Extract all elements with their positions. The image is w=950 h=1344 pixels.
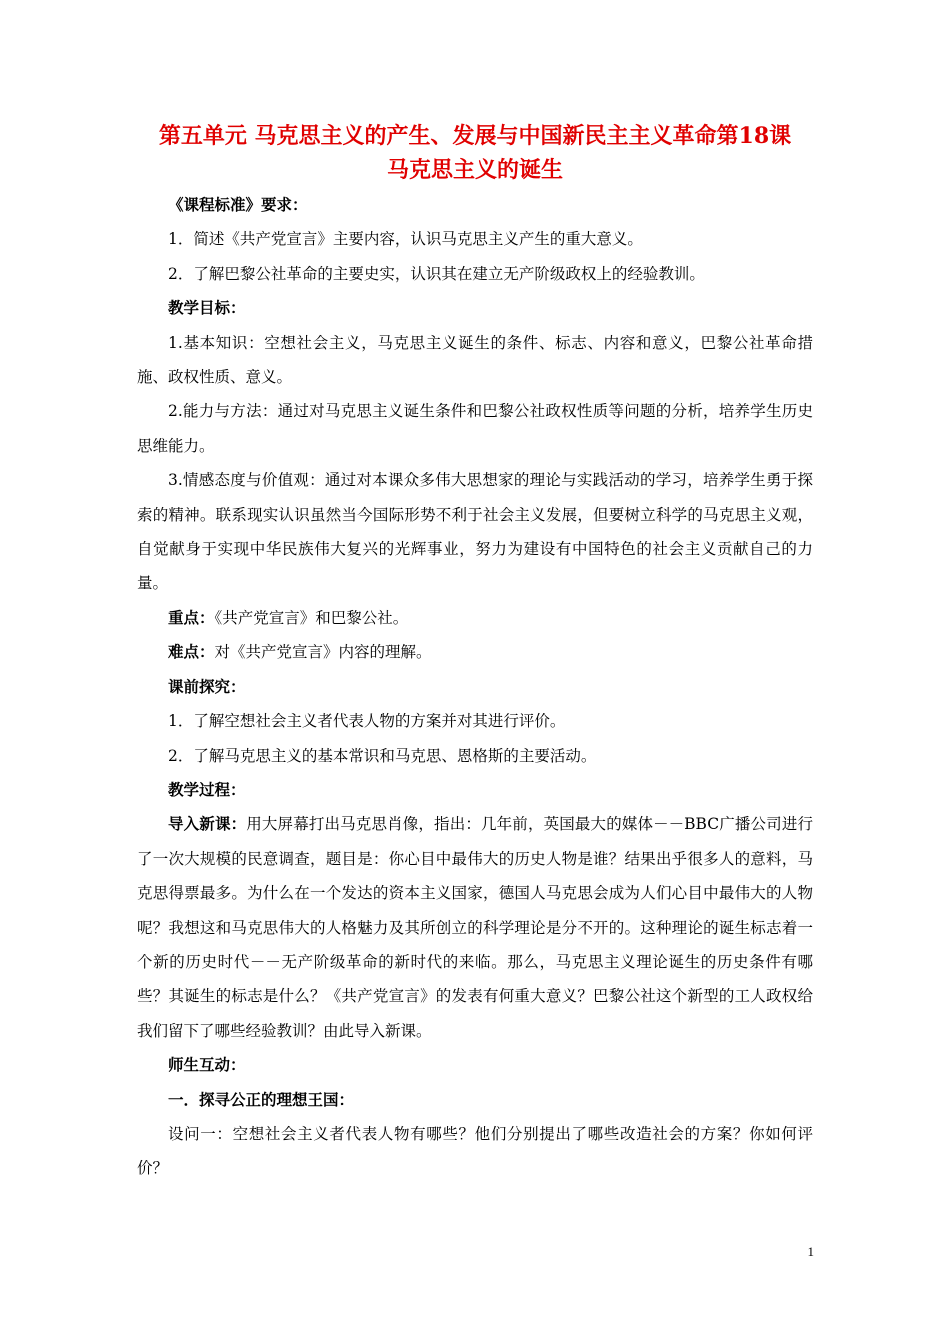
page-number: 1 bbox=[807, 1244, 814, 1259]
intro-paragraph: 导入新课：用大屏幕打出马克思肖像，指出：几年前，英国最大的媒体－－BBC广播公司进行了一次大规模的民意调查，题目是：你心目中最伟大的历史人物是谁？结果出乎很多人的意料，马克思得票最多。为什么在一个发达的资本主义国家，德国人马克思会成为人们心目中最伟大的人物呢？我想这和马克思伟大的人格魅力及其所创立的科学理论是分不开的。这种理论的诞生标志着一个新的历史时代－－无产阶级革命的新时代的来临。那么，马克思主义理论诞生的历史条件有哪些？其诞生的标志是什么？《共产党宣言》的发表有何重大意义？巴黎公社这个新型的工人政权给我们留下了哪些经验教训？由此导入新课。 bbox=[137, 814, 813, 1040]
title-line-1: 第五单元 马克思主义的产生、发展与中国新民主主义革命第18课 bbox=[158, 123, 792, 149]
standard-item-2: 2．了解巴黎公社革命的主要史实，认识其在建立无产阶级政权上的经验教训。 bbox=[168, 264, 705, 283]
question-1: 设问一：空想社会主义者代表人物有哪些？他们分别提出了哪些改造社会的方案？你如何评价？ bbox=[137, 1124, 813, 1178]
preview-item-1: 1．了解空想社会主义者代表人物的方案并对其进行评价。 bbox=[168, 712, 566, 731]
preview-heading: 课前探究： bbox=[168, 676, 246, 696]
preview-item-2: 2．了解马克思主义的基本常识和马克思、恩格斯的主要活动。 bbox=[168, 746, 597, 765]
goals-heading: 教学目标： bbox=[168, 298, 246, 318]
goal-item-3: 3.情感态度与价值观：通过对本课众多伟大思想家的理论与实践活动的学习，培养学生勇于探索的精神。联系现实认识虽然当今国际形势不利于社会主义发展，但要树立科学的马克思主义观，自觉献身于实现中华民族伟大复兴的光辉事业，努力为建设有中国特色的社会主义贡献自己的力量。 bbox=[137, 471, 813, 593]
title-line-2: 马克思主义的诞生 bbox=[386, 157, 563, 183]
standard-heading: 《课程标准》要求： bbox=[168, 195, 308, 214]
part1-heading: 一．探寻公正的理想王国： bbox=[168, 1089, 355, 1109]
goal-item-1: 1.基本知识：空想社会主义，马克思主义诞生的条件、标志、内容和意义，巴黎公社革命措施、政权性质、意义。 bbox=[137, 333, 813, 387]
interaction-heading: 师生互动： bbox=[168, 1055, 246, 1075]
process-heading: 教学过程： bbox=[168, 779, 246, 799]
key-point: 重点：《共产党宣言》和巴黎公社。 bbox=[168, 607, 409, 627]
document-body bbox=[137, 188, 813, 1186]
difficulty-point: 难点：对《共产党宣言》内容的理解。 bbox=[168, 642, 432, 662]
goal-item-2: 2.能力与方法：通过对马克思主义诞生条件和巴黎公社政权性质等问题的分析，培养学生历史思维能力。 bbox=[137, 402, 813, 455]
standard-item-1: 1．简述《共产党宣言》主要内容，认识马克思主义产生的重大意义。 bbox=[168, 230, 643, 249]
